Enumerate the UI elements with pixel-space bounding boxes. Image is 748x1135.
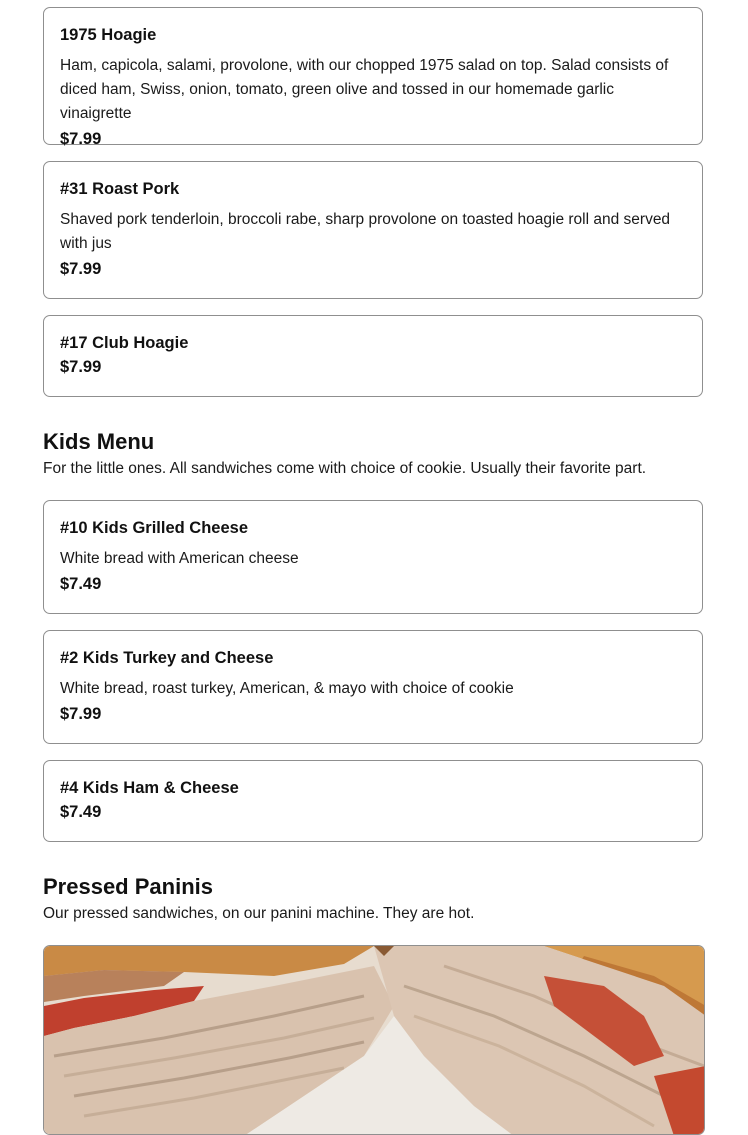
menu-item-description: White bread with American cheese <box>60 550 299 567</box>
menu-item-name: 1975 Hoagie <box>60 26 157 44</box>
menu-item-price: $7.49 <box>60 575 102 593</box>
menu-item-card[interactable] <box>43 630 703 744</box>
menu-item-card[interactable] <box>43 500 703 614</box>
section-title-pressed-paninis: Pressed Paninis <box>43 874 213 899</box>
menu-item-card[interactable] <box>43 161 703 299</box>
menu-item-price: $7.99 <box>60 705 102 723</box>
menu-item-name: #31 Roast Pork <box>60 180 180 198</box>
menu-item-price: $7.99 <box>60 260 102 278</box>
menu-item-card[interactable] <box>43 315 703 397</box>
panini-image <box>44 946 705 1135</box>
section-description-kids-menu: For the little ones. All sandwiches come with choice of cookie. Usually their favorite part. <box>43 460 647 477</box>
menu-item-price: $7.99 <box>60 358 102 376</box>
menu-item-price: $7.49 <box>60 803 102 821</box>
menu-item-name: #17 Club Hoagie <box>60 334 189 352</box>
section-title-kids-menu: Kids Menu <box>43 429 155 454</box>
panini-photo[interactable] <box>43 945 705 1135</box>
menu-item-card[interactable] <box>43 760 703 842</box>
menu-item-card[interactable] <box>43 7 703 148</box>
menu-item-name: #4 Kids Ham & Cheese <box>60 779 239 797</box>
menu-item-description: White bread, roast turkey, American, & mayo with choice of cookie <box>60 680 514 697</box>
menu-item-name: #10 Kids Grilled Cheese <box>60 519 249 537</box>
menu-item-name: #2 Kids Turkey and Cheese <box>60 649 274 667</box>
menu-item-description: Shaved pork tenderloin, broccoli rabe, sharp provolone on toasted hoagie roll and served with jus <box>60 211 671 252</box>
section-description-pressed-paninis: Our pressed sandwiches, on our panini machine. They are hot. <box>43 905 475 922</box>
menu-item-description: Ham, capicola, salami, provolone, with our chopped 1975 salad on top. Salad consists of diced ham, Swiss, onion, tomato, green olive and tossed in our homemade garlic vinaigrette <box>60 57 669 122</box>
menu-item-price: $7.99 <box>60 130 102 148</box>
